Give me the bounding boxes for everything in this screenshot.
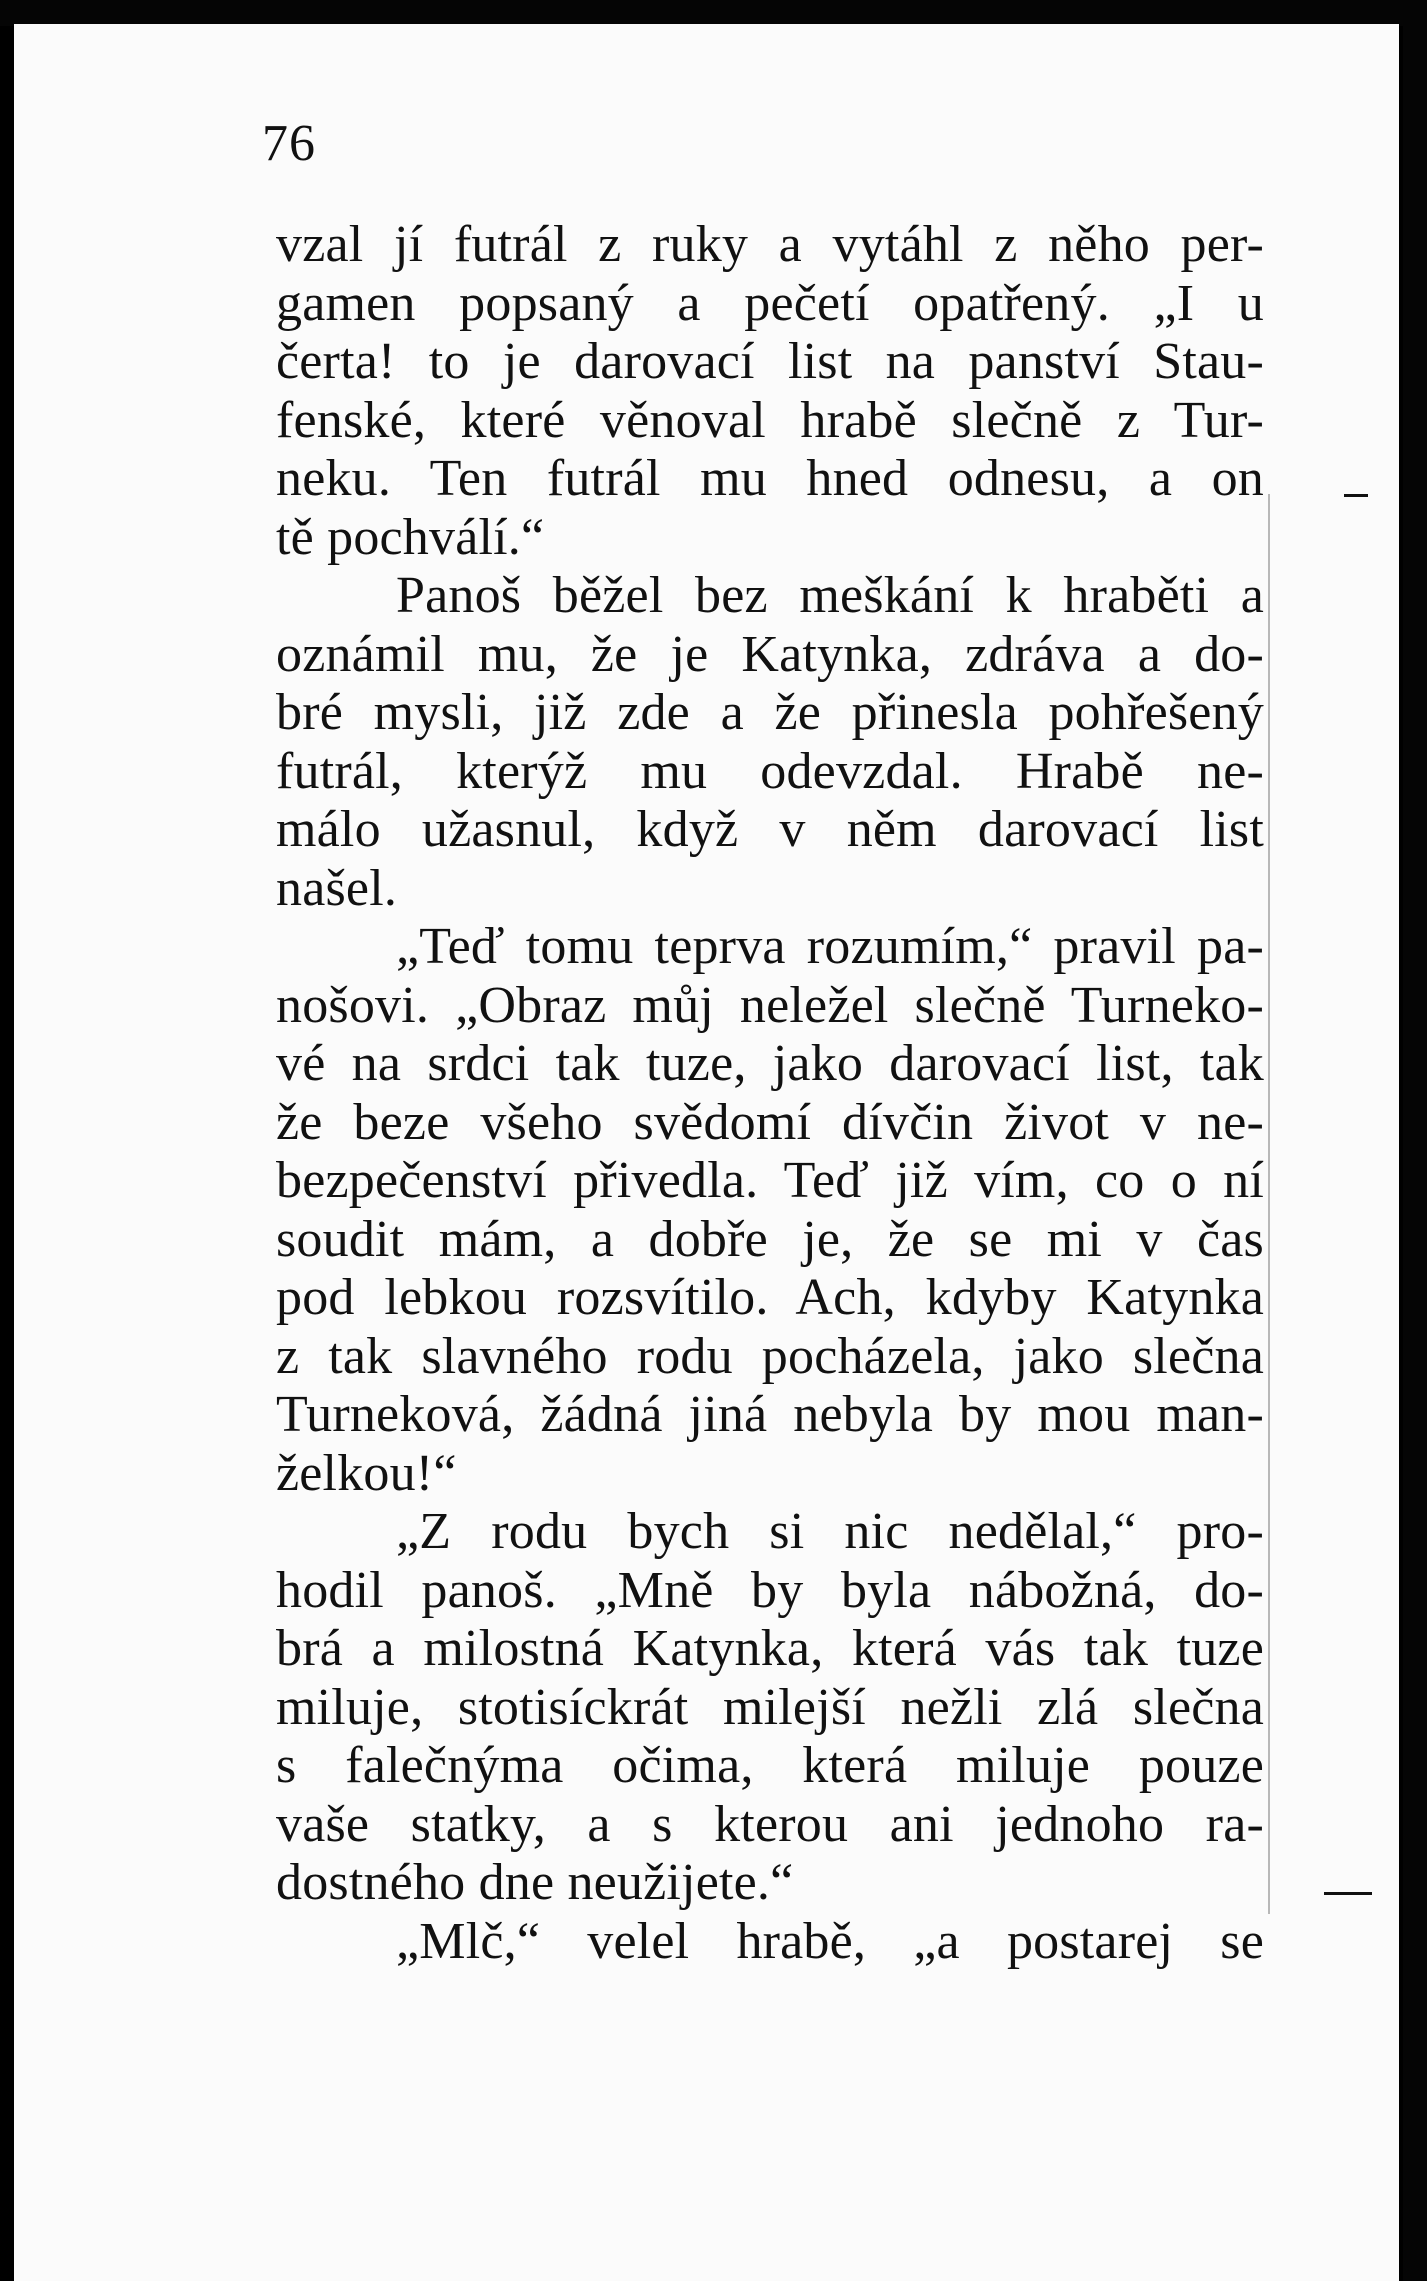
- text-line: že beze všeho svědomí dívčin život v ne-: [276, 1093, 1264, 1151]
- text-line: bezpečenství přivedla. Teď již vím, co o ní: [276, 1152, 1264, 1209]
- scan-right-border: [1403, 0, 1427, 2281]
- text-line: neku. Ten futrál mu hned odnesu, a on: [276, 450, 1264, 507]
- text-line: futrál, kterýž mu odevzdal. Hrabě ne-: [276, 742, 1264, 800]
- text-line: brá a milostná Katynka, která vás tak tuze: [276, 1620, 1264, 1677]
- text-line: soudit mám, a dobře je, že se mi v čas: [276, 1210, 1264, 1268]
- text-line: pod lebkou rozsvítilo. Ach, kdyby Katynka: [276, 1269, 1264, 1326]
- text-line: miluje, stotisíckrát milejší nežli zlá slečna: [276, 1678, 1264, 1736]
- text-line: fenské, které věnoval hrabě slečně z Tur-: [276, 391, 1264, 449]
- text-line: dostného dne neužijete.“: [276, 1854, 794, 1911]
- margin-mark: [1324, 1892, 1372, 1895]
- book-page: [14, 24, 1399, 2281]
- text-line: málo užasnul, když v něm darovací list: [276, 801, 1264, 858]
- text-line: gamen popsaný a pečetí opatřený. „I u: [276, 274, 1264, 332]
- text-line: z tak slavného rodu pocházela, jako slečna: [276, 1327, 1264, 1385]
- text-line: hodil panoš. „Mně by byla nábožná, do-: [276, 1561, 1264, 1619]
- text-line: Turneková, žádná jiná nebyla by mou man-: [276, 1386, 1264, 1443]
- text-line: s falečnýma očima, která miluje pouze: [276, 1737, 1264, 1794]
- text-line: „Z rodu bych si nic nedělal,“ pro-: [396, 1503, 1264, 1560]
- text-line: vaše statky, a s kterou ani jednoho ra-: [276, 1795, 1264, 1853]
- text-line: bré mysli, již zde a že přinesla pohřešený: [276, 684, 1264, 741]
- text-line: Panoš běžel bez meškání k hraběti a: [396, 567, 1264, 624]
- text-line: želkou!“: [276, 1444, 457, 1502]
- text-line: „Mlč,“ velel hrabě, „a postarej se: [396, 1912, 1264, 1970]
- text-line: „Teď tomu teprva rozumím,“ pravil pa-: [396, 918, 1264, 975]
- text-line: oznámil mu, že je Katynka, zdráva a do-: [276, 625, 1264, 683]
- body-text: [276, 216, 1264, 1971]
- text-line: vzal jí futrál z ruky a vytáhl z něho per-: [276, 216, 1264, 273]
- text-line: nošovi. „Obraz můj neležel slečně Turneko-: [276, 976, 1264, 1034]
- text-line: tě pochválí.“: [276, 508, 545, 566]
- text-line: našel.: [276, 859, 398, 917]
- text-line: čerta! to je darovací list na panství Stau-: [276, 333, 1264, 390]
- page-edge-shadow: [1268, 494, 1270, 1914]
- margin-mark: [1344, 494, 1368, 497]
- page-number: 76: [262, 115, 316, 172]
- scan-top-border: [0, 0, 1427, 26]
- text-line: vé na srdci tak tuze, jako darovací list, tak: [276, 1035, 1264, 1092]
